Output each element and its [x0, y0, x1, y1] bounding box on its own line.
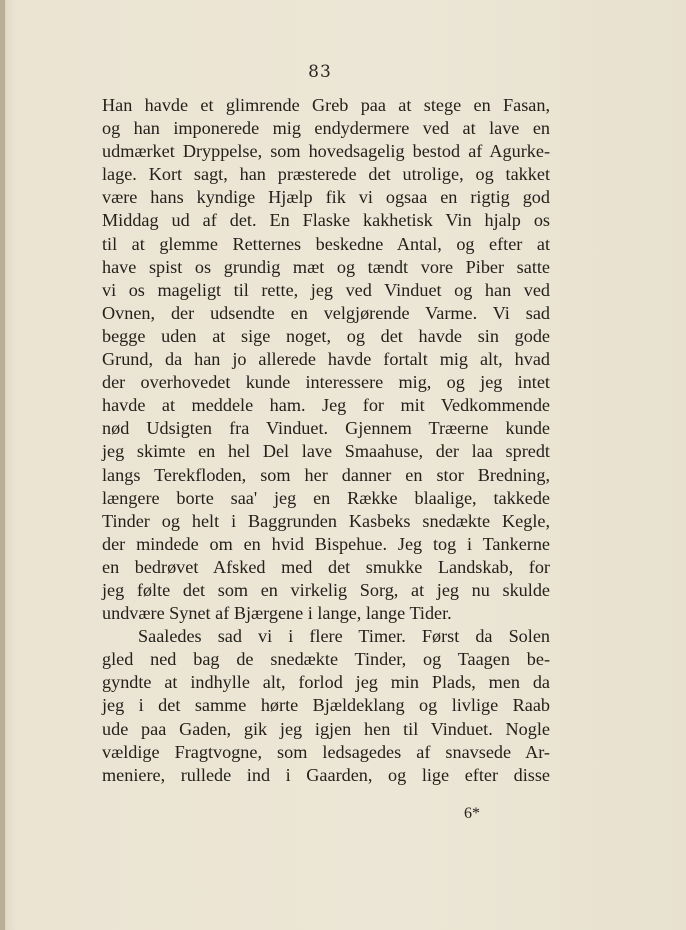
text-line: længere borte saa' jeg en Række blaalige, takkede [102, 487, 550, 508]
text-line: undvære Synet af Bjærgene i lange, lange Tider. [102, 603, 452, 624]
text-line: vældige Fragtvogne, som ledsagedes af snavsede Ar- [102, 741, 550, 762]
text-line: og han imponerede mig endydermere ved at lave en [102, 118, 550, 139]
text-line: gyndte at indhylle alt, forlod jeg min Plads, men da [102, 672, 550, 693]
text-line: Middag ud af det. En Flaske kakhetisk Vin hjalp os [102, 210, 550, 231]
text-line: vi os mageligt til rette, jeg ved Vinduet og han ved [102, 279, 550, 300]
text-line: ude paa Gaden, gik jeg igjen hen til Vinduet. Nogle [102, 718, 550, 739]
text-line: en bedrøvet Afsked med det smukke Landskab, for [102, 556, 550, 577]
text-line: nød Udsigten fra Vinduet. Gjennem Træerne kunde [102, 418, 550, 439]
text-line: havde at meddele ham. Jeg for mit Vedkommende [102, 395, 550, 416]
body-text [102, 94, 550, 787]
text-line: være hans kyndige Hjælp fik vi ogsaa en rigtig god [102, 187, 550, 208]
text-line-paragraph-start: Saaledes sad vi i flere Timer. Først da Solen [138, 626, 550, 647]
text-line: gled ned bag de snedækte Tinder, og Taagen be- [102, 649, 550, 670]
page-spine-edge [0, 0, 5, 930]
text-line: begge uden at sige noget, og det havde sin gode [102, 325, 550, 346]
text-line: Tinder og helt i Baggrunden Kasbeks snedækte Kegle, [102, 510, 550, 531]
text-line: til at glemme Retternes beskedne Antal, og efter at [102, 233, 550, 254]
text-line: lage. Kort sagt, han præsterede det utrolige, og takket [102, 164, 550, 185]
text-line: have spist os grundig mæt og tændt vore Piber satte [102, 256, 550, 277]
text-line: jeg i det samme hørte Bjældeklang og livlige Raab [102, 695, 550, 716]
text-line: Han havde et glimrende Greb paa at stege en Fasan, [102, 95, 550, 115]
text-line: meniere, rullede ind i Gaarden, og lige efter disse [102, 764, 550, 785]
text-line: jeg følte det som en virkelig Sorg, at jeg nu skulde [102, 579, 550, 600]
text-line: Ovnen, der udsendte en velgjørende Varme. Vi sad [102, 302, 550, 323]
text-line: Grund, da han jo allerede havde fortalt mig alt, hvad [102, 349, 550, 370]
text-line: jeg skimte en hel Del lave Smaahuse, der laa spredt [102, 441, 550, 462]
text-line: udmærket Dryppelse, som hovedsagelig bestod af Agurke- [102, 141, 550, 162]
page-number: 83 [308, 62, 332, 82]
text-line: der mindede om en hvid Bispehue. Jeg tog i Tankerne [102, 533, 550, 554]
text-line: der overhovedet kunde interessere mig, og jeg intet [102, 372, 550, 393]
signature-mark: 6* [464, 805, 480, 822]
text-line: langs Terekfloden, som her danner en stor Bredning, [102, 464, 550, 485]
